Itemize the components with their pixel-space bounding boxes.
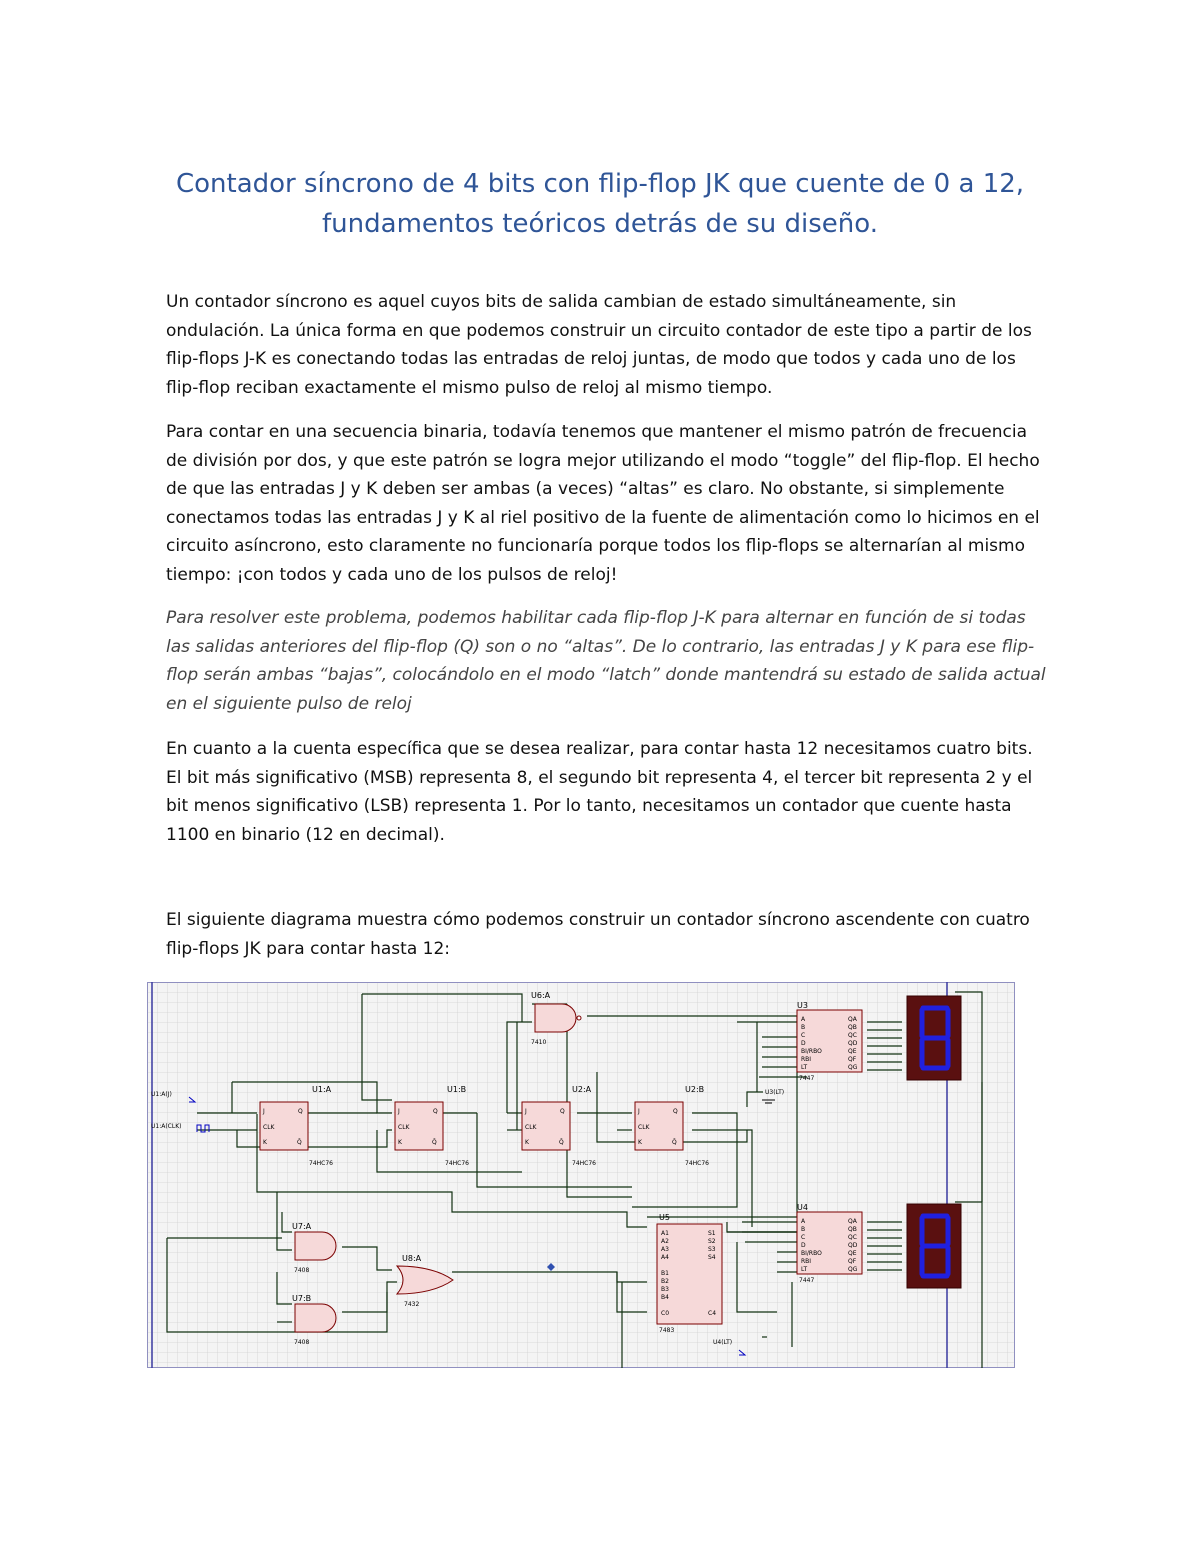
- svg-text:U1:B: U1:B: [447, 1085, 467, 1094]
- svg-text:Q̄: Q̄: [672, 1139, 677, 1146]
- svg-text:U5: U5: [659, 1213, 670, 1222]
- svg-text:D: D: [801, 1242, 806, 1249]
- svg-text:B3: B3: [661, 1286, 669, 1293]
- svg-text:QF: QF: [848, 1258, 857, 1265]
- svg-text:U7:B: U7:B: [292, 1294, 312, 1303]
- svg-text:CLK: CLK: [398, 1124, 410, 1131]
- svg-text:7408: 7408: [294, 1339, 310, 1346]
- svg-text:LT: LT: [801, 1064, 808, 1071]
- svg-text:K: K: [638, 1139, 642, 1146]
- svg-text:QA: QA: [848, 1218, 857, 1225]
- svg-text:A3: A3: [661, 1246, 669, 1253]
- svg-text:A4: A4: [661, 1254, 669, 1261]
- svg-text:CLK: CLK: [525, 1124, 537, 1131]
- svg-text:QE: QE: [848, 1048, 857, 1055]
- svg-text:RBI: RBI: [801, 1056, 812, 1063]
- svg-text:B: B: [801, 1226, 806, 1233]
- svg-text:7483: 7483: [659, 1327, 675, 1334]
- svg-text:QA: QA: [848, 1016, 857, 1023]
- paragraph-bits: En cuanto a la cuenta específica que se desea realizar, para contar hasta 12 necesitamos cuatro bits. El bit más significativo (MSB) representa 8, el segundo bit representa 4, el tercer bit representa 2 y el bit menos significativo (LSB) representa 1. Por lo tanto, necesitamos un contador que cuente hasta 1100 en binario (12 en decimal).: [166, 739, 1033, 845]
- svg-text:Q̄: Q̄: [432, 1139, 437, 1146]
- svg-text:C0: C0: [661, 1310, 670, 1317]
- svg-text:7447: 7447: [799, 1277, 815, 1284]
- svg-text:C: C: [801, 1234, 806, 1241]
- svg-text:7408: 7408: [294, 1267, 310, 1274]
- svg-text:A1: A1: [661, 1230, 669, 1237]
- svg-text:U1:A(J): U1:A(J): [151, 1091, 172, 1098]
- svg-text:QF: QF: [848, 1056, 857, 1063]
- svg-text:C4: C4: [708, 1310, 717, 1317]
- svg-text:Q̄: Q̄: [559, 1139, 564, 1146]
- svg-text:74HC76: 74HC76: [685, 1160, 709, 1167]
- svg-text:K: K: [263, 1139, 267, 1146]
- paragraph-latch: Para resolver este problema, podemos habilitar cada flip-flop J-K para alternar en función de si todas las salidas anteriores del flip-flop (Q) son o no “altas”. De lo contrario, las entradas J y K para ese flip-flop serán ambas “bajas”, colocándolo en el modo “latch” donde mantendrá su estado de salida actual en el siguiente pulso de reloj: [166, 608, 1046, 714]
- svg-text:QC: QC: [848, 1234, 857, 1241]
- svg-text:B4: B4: [661, 1294, 669, 1301]
- svg-text:U8:A: U8:A: [402, 1254, 422, 1263]
- svg-text:7447: 7447: [799, 1075, 815, 1082]
- svg-text:BI/RBO: BI/RBO: [801, 1250, 822, 1257]
- svg-text:74HC76: 74HC76: [309, 1160, 333, 1167]
- paragraph-diagram-intro: El siguiente diagrama muestra cómo podemos construir un contador síncrono ascendente con cuatro flip-flops JK para contar hasta 12:: [166, 910, 1030, 959]
- svg-text:QD: QD: [848, 1040, 858, 1047]
- svg-text:J: J: [638, 1108, 640, 1115]
- svg-text:7432: 7432: [404, 1301, 420, 1308]
- svg-text:J: J: [263, 1108, 265, 1115]
- adder-u5: [657, 1213, 722, 1334]
- svg-text:A: A: [801, 1218, 806, 1225]
- svg-text:QG: QG: [848, 1266, 858, 1273]
- svg-text:BI/RBO: BI/RBO: [801, 1048, 822, 1055]
- svg-text:QB: QB: [848, 1024, 857, 1031]
- svg-text:QD: QD: [848, 1242, 858, 1249]
- svg-text:U2:B: U2:B: [685, 1085, 705, 1094]
- svg-text:A2: A2: [661, 1238, 669, 1245]
- svg-text:B2: B2: [661, 1278, 669, 1285]
- svg-text:U4: U4: [797, 1203, 808, 1212]
- svg-text:RBI: RBI: [801, 1258, 812, 1265]
- svg-text:U2:A: U2:A: [572, 1085, 592, 1094]
- circuit-diagram: [147, 982, 1015, 1368]
- svg-text:U4(LT): U4(LT): [713, 1339, 733, 1346]
- svg-text:J: J: [398, 1108, 400, 1115]
- svg-text:A: A: [801, 1016, 806, 1023]
- decoder-u3: [797, 1001, 862, 1082]
- svg-text:CLK: CLK: [263, 1124, 275, 1131]
- svg-text:U3(LT): U3(LT): [765, 1089, 785, 1096]
- svg-text:CLK: CLK: [638, 1124, 650, 1131]
- svg-text:QB: QB: [848, 1226, 857, 1233]
- svg-text:7410: 7410: [531, 1039, 547, 1046]
- page-title: Contador síncrono de 4 bits con flip-flop JK que cuente de 0 a 12, fundamentos teóricos detrás de su diseño.: [175, 169, 1025, 239]
- svg-text:S2: S2: [708, 1238, 716, 1245]
- paragraph-intro: Un contador síncrono es aquel cuyos bits de salida cambian de estado simultáneamente, sin ondulación. La única forma en que podemos construir un circuito contador de este tipo a partir de los flip-flops J-K es conectando todas las entradas de reloj juntas, de modo que todos y cada uno de los flip-flop reciban exactamente el mismo pulso de reloj al mismo tiempo.: [166, 292, 1032, 398]
- svg-text:U7:A: U7:A: [292, 1222, 312, 1231]
- svg-text:LT: LT: [801, 1266, 808, 1273]
- svg-text:74HC76: 74HC76: [445, 1160, 469, 1167]
- svg-text:K: K: [398, 1139, 402, 1146]
- seven-segment-display-top: [907, 996, 961, 1080]
- svg-text:S3: S3: [708, 1246, 716, 1253]
- svg-text:Q: Q: [298, 1108, 303, 1115]
- svg-text:QG: QG: [848, 1064, 858, 1071]
- svg-text:D: D: [801, 1040, 806, 1047]
- svg-text:B: B: [801, 1024, 806, 1031]
- svg-text:U1:A(CLK): U1:A(CLK): [151, 1123, 182, 1130]
- seven-segment-display-bottom: [907, 1204, 961, 1288]
- svg-text:J: J: [525, 1108, 527, 1115]
- svg-text:U3: U3: [797, 1001, 808, 1010]
- svg-text:U6:A: U6:A: [531, 991, 551, 1000]
- svg-text:S1: S1: [708, 1230, 716, 1237]
- svg-text:QE: QE: [848, 1250, 857, 1257]
- svg-text:Q̄: Q̄: [297, 1139, 302, 1146]
- svg-text:QC: QC: [848, 1032, 857, 1039]
- paragraph-toggle: Para contar en una secuencia binaria, todavía tenemos que mantener el mismo patrón de frecuencia de división por dos, y que este patrón se logra mejor utilizando el modo “toggle” del flip-flop. El hecho de que las entradas J y K deben ser ambas (a veces) “altas” es claro. No obstante, si simplemente conectamos todas las entradas J y K al riel positivo de la fuente de alimentación como lo hicimos en el circuito asíncrono, esto claramente no funcionaría porque todos los flip-flops se alternarían al mismo tiempo: ¡con todos y cada uno de los pulsos de reloj!: [166, 422, 1040, 585]
- svg-text:Q: Q: [673, 1108, 678, 1115]
- svg-text:K: K: [525, 1139, 529, 1146]
- svg-text:C: C: [801, 1032, 806, 1039]
- svg-text:U1:A: U1:A: [312, 1085, 332, 1094]
- svg-text:B1: B1: [661, 1270, 669, 1277]
- decoder-u4: [797, 1203, 862, 1284]
- svg-text:S4: S4: [708, 1254, 716, 1261]
- svg-text:Q: Q: [560, 1108, 565, 1115]
- svg-text:Q: Q: [433, 1108, 438, 1115]
- svg-text:74HC76: 74HC76: [572, 1160, 596, 1167]
